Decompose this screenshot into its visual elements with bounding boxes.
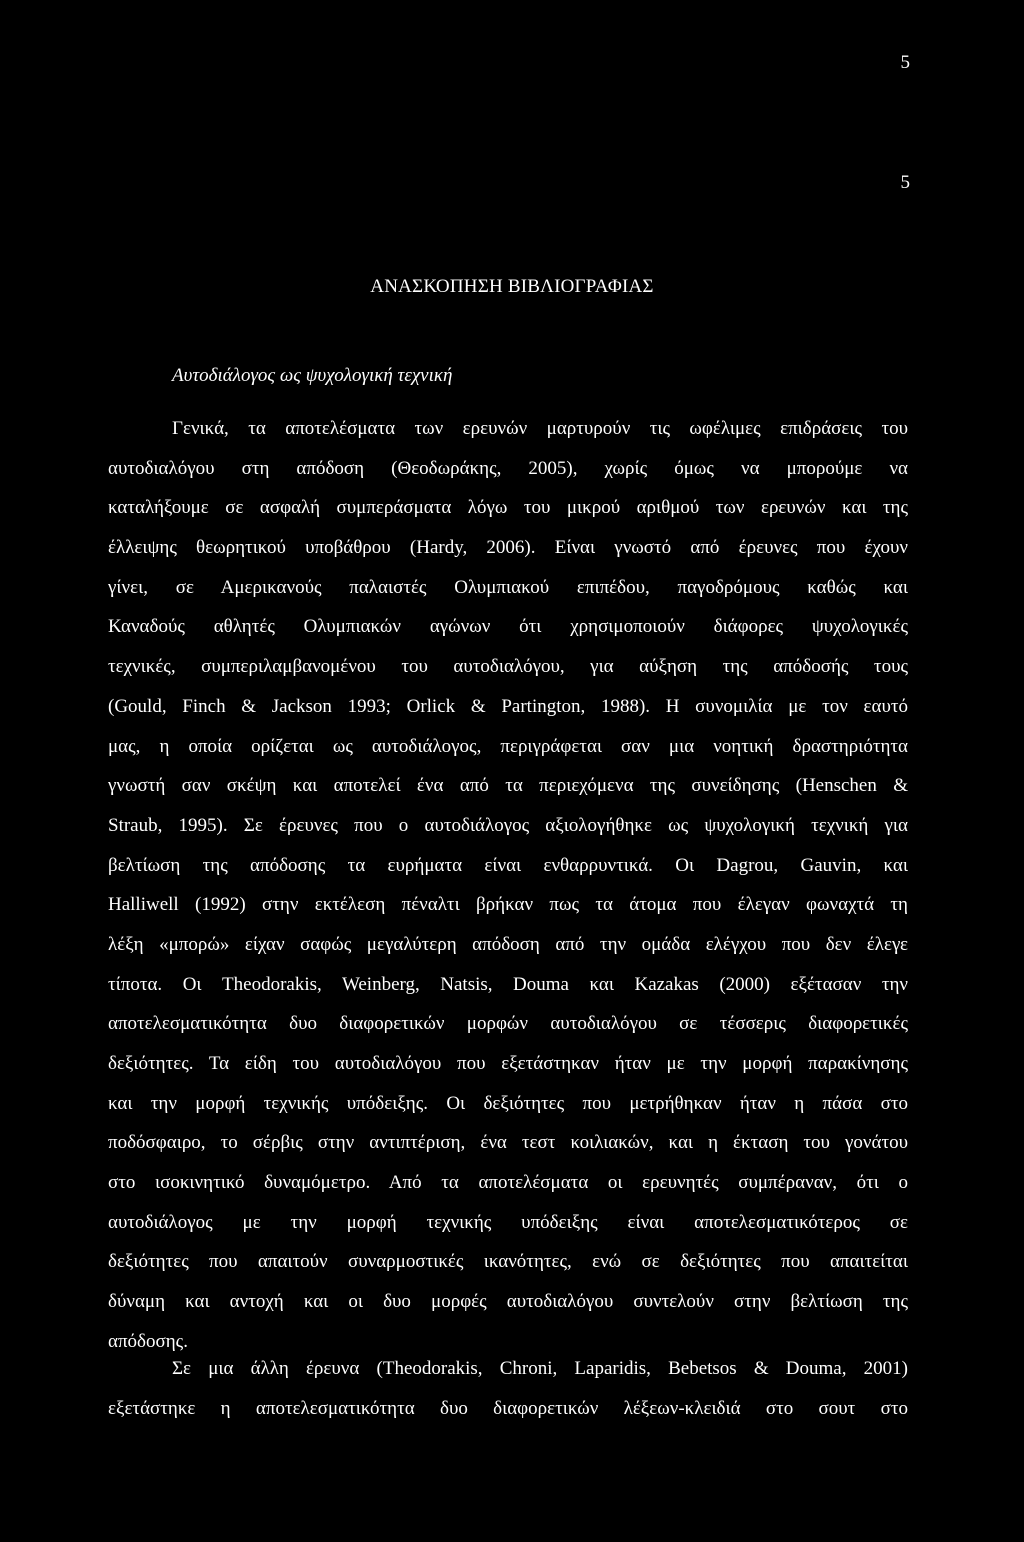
page-number-second: 5 (900, 172, 910, 193)
text-line: τίποτα. Οι Theodorakis, Weinberg, Natsis, Douma και Kazakas (2000) εξέτασαν την (108, 973, 908, 995)
text-line: δεξιότητες που απαιτούν συναρμοστικές ικανότητες, ενώ σε δεξιότητες που απαιτείται (108, 1251, 908, 1273)
body-paragraph-1 (108, 409, 908, 1362)
text-line: γνωστή σαν σκέψη και αποτελεί ένα από τα περιεχόμενα της συνείδησης (Henschen & (108, 775, 908, 797)
text-line: στο ισοκινητικό δυναμόμετρο. Από τα αποτελέσματα οι ερευνητές συμπέραναν, ότι ο (108, 1172, 908, 1194)
text-line: Καναδούς αθλητές Ολυμπιακών αγώνων ότι χρησιμοποιούν διάφορες ψυχολογικές (108, 616, 908, 638)
section-heading: ΑΝΑΣΚΟΠΗΣΗ ΒΙΒΛΙΟΓΡΑΦΙΑΣ (370, 276, 654, 297)
text-line: γίνει, σε Αμερικανούς παλαιστές Ολυμπιακού επιπέδου, παγοδρόμους καθώς και (108, 576, 908, 598)
page-number-top: 5 (900, 52, 910, 73)
text-line: Γενικά, τα αποτελέσματα των ερευνών μαρτυρούν τις ωφέλιμες επιδράσεις του (172, 418, 908, 439)
text-line: απόδοσης. (108, 1330, 188, 1352)
body-paragraph-2 (108, 1349, 908, 1428)
text-line: Halliwell (1992) στην εκτέλεση πέναλτι βρήκαν πως τα άτομα που έλεγαν φωναχτά τη (108, 894, 908, 916)
text-line: και την μορφή τεχνικής υπόδειξης. Οι δεξιότητες που μετρήθηκαν ήταν η πάσα στο (108, 1092, 908, 1114)
text-line: εξετάστηκε η αποτελεσματικότητα δυο διαφορετικών λέξεων-κλειδιά στο σουτ στο (108, 1397, 908, 1419)
text-line: αυτοδιάλογος με την μορφή τεχνικής υπόδειξης είναι αποτελεσματικότερος σε (108, 1211, 908, 1233)
text-line: καταλήξουμε σε ασφαλή συμπεράσματα λόγω του μικρού αριθμού των ερευνών και της (108, 497, 908, 519)
text-line: αποτελεσματικότητα δυο διαφορετικών μορφών αυτοδιαλόγου σε τέσσερις διαφορετικές (108, 1013, 908, 1035)
text-line: Σε μια άλλη έρευνα (Theodorakis, Chroni, Laparidis, Bebetsos & Douma, 2001) (172, 1358, 908, 1379)
text-line: δεξιότητες. Τα είδη του αυτοδιαλόγου που εξετάστηκαν ήταν με την μορφή παρακίνησης (108, 1053, 908, 1074)
text-line: Straub, 1995). Σε έρευνες που ο αυτοδιάλογος αξιολογήθηκε ως ψυχολογική τεχνική για (108, 814, 908, 836)
text-line: ποδόσφαιρο, το σέρβις στην αντιπτέριση, ένα τεστ κοιλιακών, και η έκταση του γονάτου (108, 1132, 908, 1154)
text-line: (Gould, Finch & Jackson 1993; Orlick & Partington, 1988). Η συνομιλία με τον εαυτό (108, 695, 908, 717)
text-line: αυτοδιαλόγου στη απόδοση (Θεοδωράκης, 2005), χωρίς όμως να μπορούμε να (108, 457, 908, 479)
text-line: μας, η οποία ορίζεται ως αυτοδιάλογος, περιγράφεται σαν μια νοητική δραστηριότητα (108, 735, 908, 757)
text-line: τεχνικές, συμπεριλαμβανομένου του αυτοδιαλόγου, για αύξηση της απόδοσής τους (108, 656, 908, 678)
subsection-heading: Αυτοδιάλογος ως ψυχολογική τεχνική (172, 365, 453, 386)
text-line: δύναμη και αντοχή και οι δυο μορφές αυτοδιαλόγου συντελούν στην βελτίωση της (108, 1291, 908, 1313)
text-line: βελτίωση της απόδοσης τα ευρήματα είναι ενθαρρυντικά. Οι Dagrou, Gauvin, και (108, 854, 908, 876)
text-line: έλλειψης θεωρητικού υποβάθρου (Hardy, 2006). Είναι γνωστό από έρευνες που έχουν (108, 537, 908, 559)
text-line: λέξη «μπορώ» είχαν σαφώς μεγαλύτερη απόδοση από την ομάδα ελέγχου που δεν έλεγε (108, 933, 908, 955)
